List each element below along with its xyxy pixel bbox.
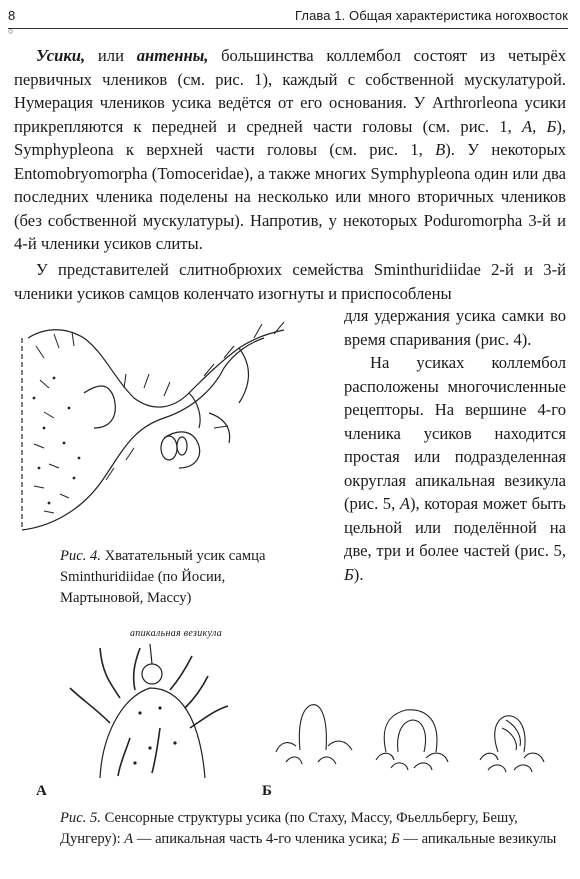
- figure-5-caption: [60, 808, 570, 850]
- figure-ref: А, Б: [522, 116, 557, 136]
- figure-ref: А: [399, 494, 410, 513]
- chapter-title: Глава 1. Общая характеристика ногохвосток: [294, 8, 568, 23]
- figure-5-label-a: А: [36, 783, 47, 799]
- text-run: ), которая может быть цельной или поделённой на две, три и более частей (рис. 5,: [344, 494, 566, 560]
- figure-5a-drawing: [40, 628, 240, 778]
- running-header: [8, 8, 568, 36]
- term-antennae-2: антенны,: [136, 46, 209, 65]
- text-run: ).: [353, 564, 364, 584]
- caption-label: Рис. 5.: [60, 810, 101, 826]
- caption-label: Рис. 4.: [60, 548, 101, 564]
- caption-text: — апикальные везикулы: [399, 831, 557, 847]
- text-run: ). У некоторых Entomobryomorpha (Tomoceridae), а также многих Symphypleona один или два последних членика поделены на несколько или много вторичных члеников (без собственной мускулатуры). Напротив, у некоторых Poduromorpha 3-й и 4-й членики усиков слиты.: [14, 140, 566, 253]
- text-run: У представителей слитнобрюхих семейства Sminthuridiidae 2-й и 3-й членики усиков самцов коленчато изогнуты и приспособлены: [14, 260, 566, 303]
- figure-ref: Б: [391, 831, 400, 847]
- text-or: или: [85, 46, 137, 65]
- text-run: ), Symphypleona к верхней части головы (см. рис. 1,: [14, 116, 566, 159]
- figure-ref: А: [124, 831, 134, 847]
- caption-text: Сенсорные структуры усика (по Стаху, Массу, Фьелльбергу, Бешу, Дунгеру):: [60, 810, 518, 847]
- figure-ref: В: [435, 140, 446, 159]
- page-number: 8: [8, 8, 16, 23]
- text-run: для удержания усика самки во время спаривания (рис. 4).: [344, 306, 566, 349]
- figure-ref: Б: [344, 564, 354, 584]
- text-run: большинства коллембол состоят из четырёх первичных члеников (см. рис. 1), каждый с собственной мускулатурой. Нумерация члеников усика ведётся от его основания. У Arthrorleona усики прикрепляются к передней и средней части головы (см. рис. 1,: [14, 46, 566, 136]
- figure-5b-drawing: [266, 680, 566, 780]
- apical-vesicle-label: апикальная везикула: [130, 628, 223, 639]
- corner-mark: ○: [8, 26, 14, 36]
- header-rule: [8, 28, 568, 29]
- text-run: На усиках коллембол расположены многочисленные рецепторы. На вершине 4-го членика усиков находится простая или подразделенная округлая апикальная везикула (рис. 5,: [344, 353, 566, 513]
- paragraph-sminthuridiidae: [14, 258, 566, 305]
- paragraph-antennae: [14, 44, 566, 256]
- side-column-text: [344, 304, 566, 586]
- paragraph-receptors: [344, 351, 566, 586]
- term-antennae-1: Усики,: [36, 46, 86, 65]
- figure-4-antenna-drawing: [14, 318, 334, 540]
- caption-text: Хватательный усик самца Sminthuridiidae (по Йосии, Мартыновой, Массу): [60, 548, 266, 606]
- caption-text: — апикальная часть 4-го членика усика;: [133, 831, 392, 847]
- figure-4-caption: [60, 546, 300, 609]
- figure-5-label-b: Б: [262, 783, 272, 799]
